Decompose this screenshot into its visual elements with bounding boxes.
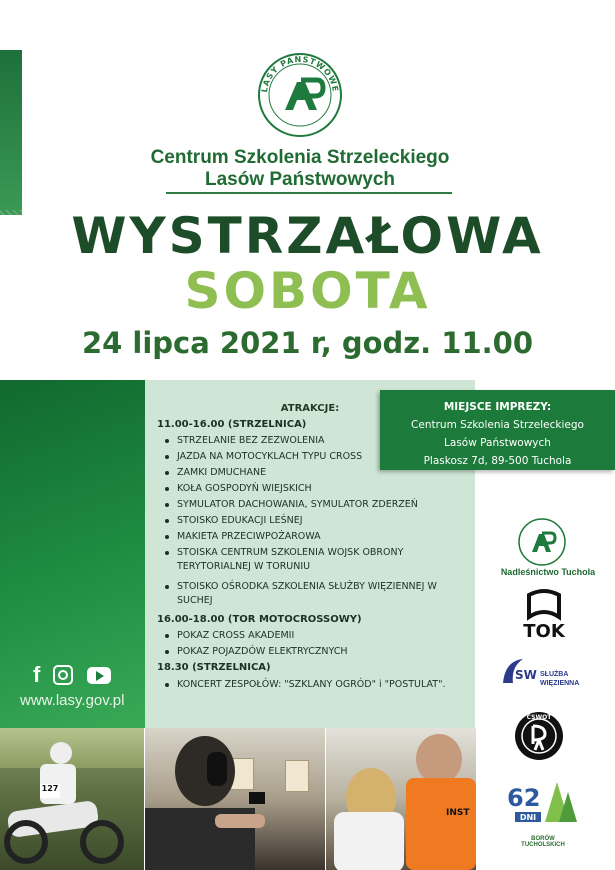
rider-number: 127: [40, 784, 60, 798]
list-item: KOŁA GOSPODYŃ WIEJSKICH: [165, 482, 475, 496]
shirt-text: INST: [446, 808, 470, 818]
lasy-panstwowe-logo: [257, 52, 343, 138]
decorative-green-bar: [0, 50, 22, 215]
list-item: STOISKO EDUKACJI LEŚNEJ: [165, 514, 475, 528]
event-date: 24 lipca 2021 r, godz. 11.00: [81, 326, 534, 360]
youtube-icon[interactable]: [87, 667, 111, 684]
social-links: [33, 662, 119, 688]
organizer-line-1: Centrum Szkolenia Strzeleckiego: [150, 147, 450, 168]
instagram-icon[interactable]: [53, 665, 73, 685]
organizer-title: [100, 147, 500, 191]
svg-text:LASY PAŃSTWOWE: LASY PAŃSTWOWE: [260, 54, 340, 94]
schedule-time: 18.30 (STRZELNICA): [157, 662, 271, 673]
facebook-icon[interactable]: f: [33, 662, 41, 687]
divider: [166, 192, 452, 194]
list-item: STOISKO OŚRODKA SZKOLENIA SŁUŻBY WIĘZIENNEJ W SUCHEJ: [165, 580, 475, 608]
list-item: JAZDA NA MOTOCYKLACH TYPU CROSS: [165, 450, 475, 464]
list-item: STOISKA CENTRUM SZKOLENIA WOJSK OBRONY TERYTORIALNEJ W TORUNIU: [165, 546, 475, 574]
svg-text:62: 62: [507, 784, 541, 812]
schedule-time: 11.00-16.00 (STRZELNICA): [157, 419, 307, 430]
organizer-line-2: Lasów Państwowych: [204, 169, 396, 190]
svg-text:DNI: DNI: [519, 813, 537, 822]
schedule-time: 16.00-18.00 (TOR MOTOCROSSOWY): [157, 614, 362, 625]
sluzba-wiezienna-logo: [499, 655, 539, 689]
shooting-instructor-photo: [326, 728, 476, 870]
nadlesnictwo-label: Nadleśnictwo Tuchola: [500, 567, 596, 577]
tok-logo: [519, 587, 569, 642]
svg-text:CSWOT: CSWOT: [526, 714, 552, 721]
venue-title: MIEJSCE IMPREZY:: [443, 401, 552, 413]
list-item: KONCERT ZESPOŁÓW: "SZKLANY OGRÓD" i "POSTULAT".: [165, 678, 475, 692]
website-link[interactable]: www.lasy.gov.pl: [20, 692, 125, 709]
nadlesnictwo-logo: [517, 517, 567, 567]
list-item: SYMULATOR DACHOWANIA, SYMULATOR ZDERZEŃ: [165, 498, 475, 512]
cswot-logo: [513, 706, 565, 766]
list-item: MAKIETA PRZECIWPOŻAROWA: [165, 530, 475, 544]
bory-label: BORÓW TUCHOLSKICH: [521, 836, 565, 848]
list-item: POKAZ POJAZDÓW ELEKTRYCZNYCH: [165, 645, 475, 659]
attractions-title: ATRAKCJE:: [280, 403, 340, 414]
motocross-photo: [0, 728, 144, 870]
svg-text:TOK: TOK: [523, 621, 565, 642]
event-title-line-2: SOBOTA: [0, 265, 615, 317]
svg-text:SW: SW: [515, 668, 537, 682]
list-item: ZAMKI DMUCHANE: [165, 466, 475, 480]
list-item: STRZELANIE BEZ ZEZWOLENIA: [165, 434, 475, 448]
event-title-line-1: WYSTRZAŁOWA: [0, 210, 615, 262]
venue-line-2: Lasów Państwowych: [444, 437, 551, 449]
dni-borow-tucholskich-logo: [505, 776, 580, 836]
shooting-range-photo: [145, 728, 325, 870]
sluzba-wiezienna-label: SŁUŻBA WIĘZIENNA: [540, 671, 580, 687]
list-item: POKAZ CROSS AKADEMII: [165, 629, 475, 643]
venue-address: Plaskosz 7d, 89-500 Tuchola: [423, 455, 572, 467]
venue-line-1: Centrum Szkolenia Strzeleckiego: [411, 419, 584, 431]
venue-box: [380, 390, 615, 470]
